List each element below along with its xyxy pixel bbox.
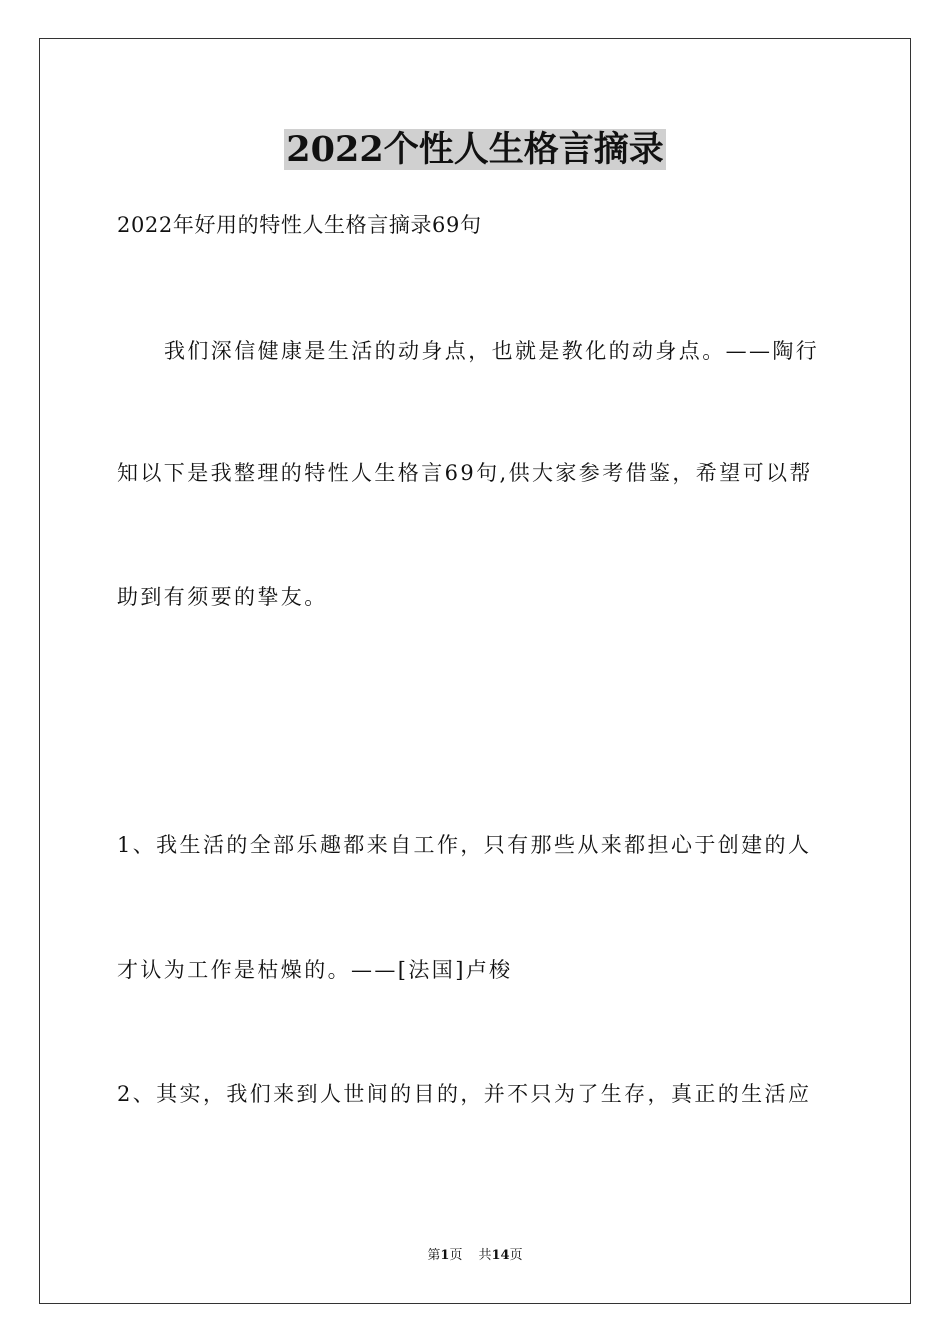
body-line-6: 2、其实，我们来到人世间的目的，并不只为了生存，真正的生活应 — [117, 1082, 812, 1106]
subtitle-line: 2022年好用的特性人生格言摘录69句 — [117, 213, 482, 237]
document-title — [0, 128, 950, 172]
total-prefix: 共 — [478, 1248, 492, 1263]
body-line-4: 1、我生活的全部乐趣都来自工作，只有那些从来都担心于创建的人 — [117, 833, 812, 857]
body-line-1: 我们深信健康是生活的动身点，也就是教化的动身点。——陶行 — [164, 339, 820, 363]
page-suffix: 页 — [449, 1248, 463, 1263]
page-number: 1 — [440, 1248, 450, 1263]
total-suffix: 页 — [509, 1248, 523, 1263]
page-prefix: 第 — [427, 1248, 441, 1263]
page-footer — [0, 1247, 950, 1265]
body-line-2: 知以下是我整理的特性人生格言69句,供大家参考借鉴，希望可以帮 — [117, 461, 813, 485]
document-title-text: 2022个性人生格言摘录 — [286, 129, 664, 170]
body-line-3: 助到有须要的挚友。 — [117, 585, 328, 609]
body-line-5: 才认为工作是枯燥的。——[法国]卢梭 — [117, 958, 513, 982]
total-pages: 14 — [491, 1248, 510, 1263]
